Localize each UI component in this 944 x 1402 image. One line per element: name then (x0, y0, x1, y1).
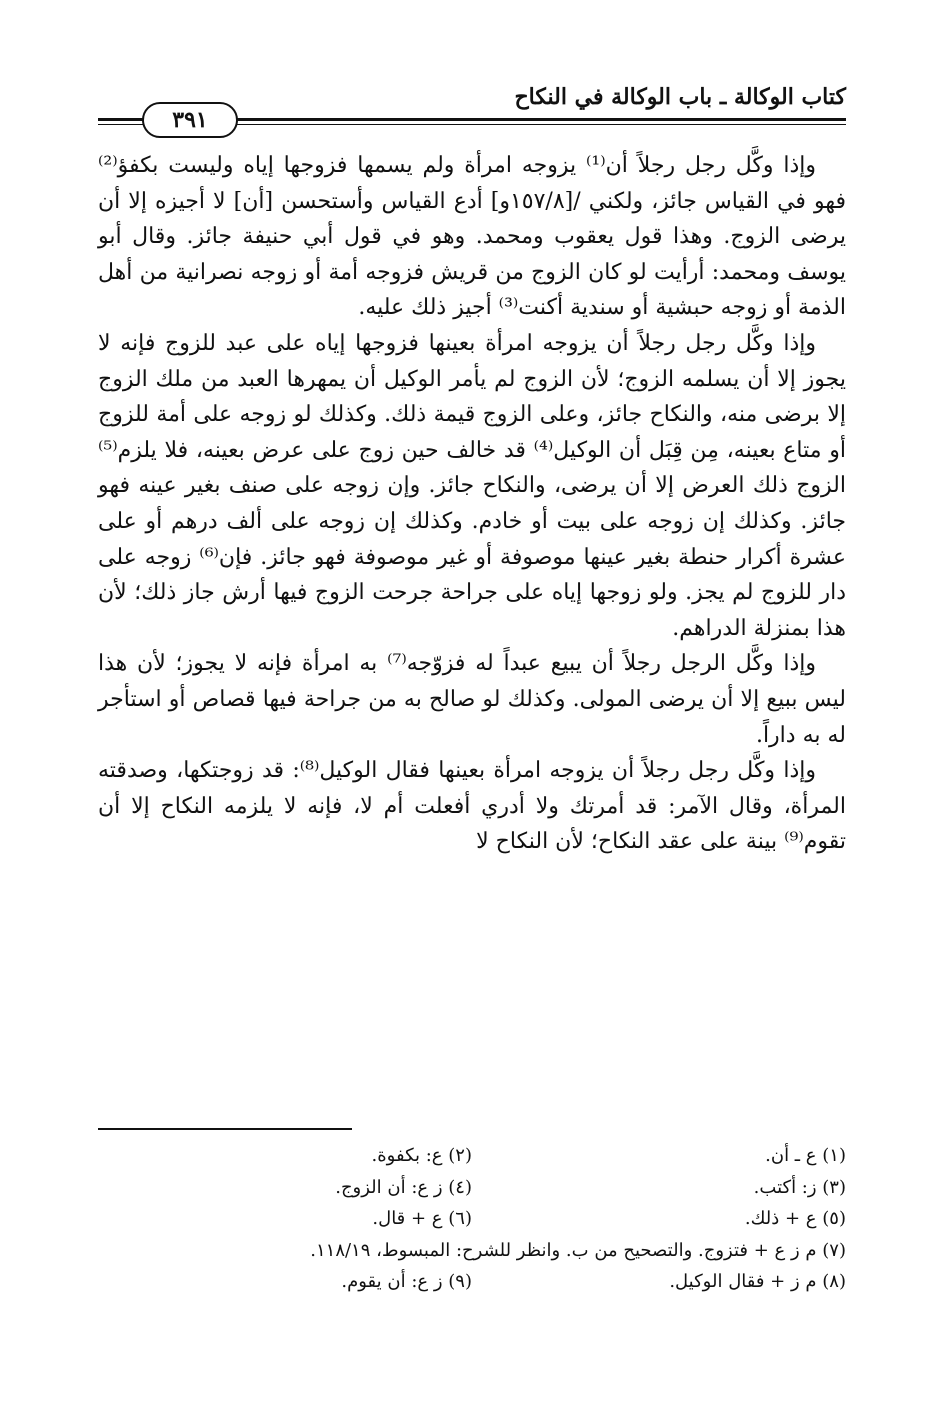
footnote-separator (98, 1128, 352, 1130)
book-page (98, 76, 846, 1356)
footnote-6: (٦) ع + قال. (372, 1208, 472, 1229)
main-text (98, 148, 846, 860)
footnote-9: (٩) ز ع: أن يقوم. (341, 1271, 472, 1292)
footnote-8: (٨) م ز + فقال الوكيل. (669, 1271, 846, 1292)
footnote-5: (٥) ع + ذلك. (744, 1208, 846, 1229)
footnote-row (98, 1172, 846, 1204)
running-title: كتاب الوكالة ـ باب الوكالة في النكاح (514, 84, 846, 110)
paragraph-2: وإذا وكَّل رجل رجلاً أن يزوجه امرأة بعينها فزوجها إياه على عبد للزوج فإنه لا يجوز إلا أن يسلمه الزوج؛ لأن الزوج لم يأمر الوكيل أن يمهرها العبد من ملك الزوج إلا برضى منه، والنكاح جائز، وعلى الزوج قيمة ذلك. وكذلك لو زوجه على أمة للزوج أو متاع بعينه، مِن قِبَل أن الوكيل⁽⁴⁾ قد خالف حين زوج على عرض بعينه، فلا يلزم⁽⁵⁾ الزوج ذلك العرض إلا أن يرضى، والنكاح جائز. وإن زوجه على صنف بغير عينه فهو جائز. وكذلك إن زوجه على بيت أو خادم. وكذلك إن زوجه على ألف درهم أو على عشرة أكرار حنطة بغير عينها موصوفة أو غير موصوفة فهو جائز. فإن⁽⁶⁾ زوجه على دار للزوج لم يجز. ولو زوجها إياه على جراحة جرحت الزوج فيها أرش جاز ذلك؛ لأن هذا بمنزلة الدراهم. (98, 330, 846, 641)
footnote-row (98, 1266, 846, 1298)
footnote-2: (٢) ع: بكفوة. (371, 1145, 472, 1166)
footnote-row (98, 1235, 846, 1267)
footnote-3: (٣) ز: أكتب. (753, 1176, 846, 1198)
footnote-row (98, 1140, 846, 1172)
footnote-1: (١) ع ـ أن. (765, 1145, 846, 1166)
paragraph-4: وإذا وكَّل رجل رجلاً أن يزوجه امرأة بعينها فقال الوكيل⁽⁸⁾: قد زوجتكها، وصدقته المرأة، وقال الآمر: قد أمرتك ولا أدري أفعلت أم لا، فإنه لا يلزمه النكاح إلا أن تقوم⁽⁹⁾ بينة على عقد النكاح؛ لأن النكاح لا (98, 758, 846, 855)
paragraph-1: وإذا وكَّل رجل رجلاً أن⁽¹⁾ يزوجه امرأة ولم يسمها فزوجها إياه وليست بكفؤ⁽²⁾ فهو في القياس جائز، ولكني /[١٥٧/٨و] أدع القياس وأستحسن [أن] لا أجيزه إلا أن يرضى الزوج. وهذا قول يعقوب ومحمد. وهو في قول أبي حنيفة جائز. وقال أبو يوسف ومحمد: أرأيت لو كان الزوج من قريش فزوجه أمة أو زوجه نصرانية من أهل الذمة أو زوجه حبشية أو سندية أكنت⁽³⁾ أجيز ذلك عليه. (98, 153, 846, 321)
footnote-row (98, 1203, 846, 1235)
footnotes (98, 1140, 846, 1298)
paragraph-3: وإذا وكَّل الرجل رجلاً أن يبيع عبداً له فزوّجه⁽⁷⁾ به امرأة فإنه لا يجوز؛ لأن هذا ليس ببيع إلا أن يرضى المولى. وكذلك لو صالح به من جراحة فيها قصاص أو استأجر له به داراً. (98, 651, 846, 748)
footnote-7: (٧) م ز ع + فتزوج. والتصحيح من ب. وانظر للشرح: المبسوط، ١١٨/١٩. (310, 1239, 846, 1261)
footnote-4: (٤) ز ع: أن الزوج. (335, 1176, 472, 1198)
page-number: ٣٩١ (142, 102, 238, 138)
page-header (98, 76, 846, 132)
